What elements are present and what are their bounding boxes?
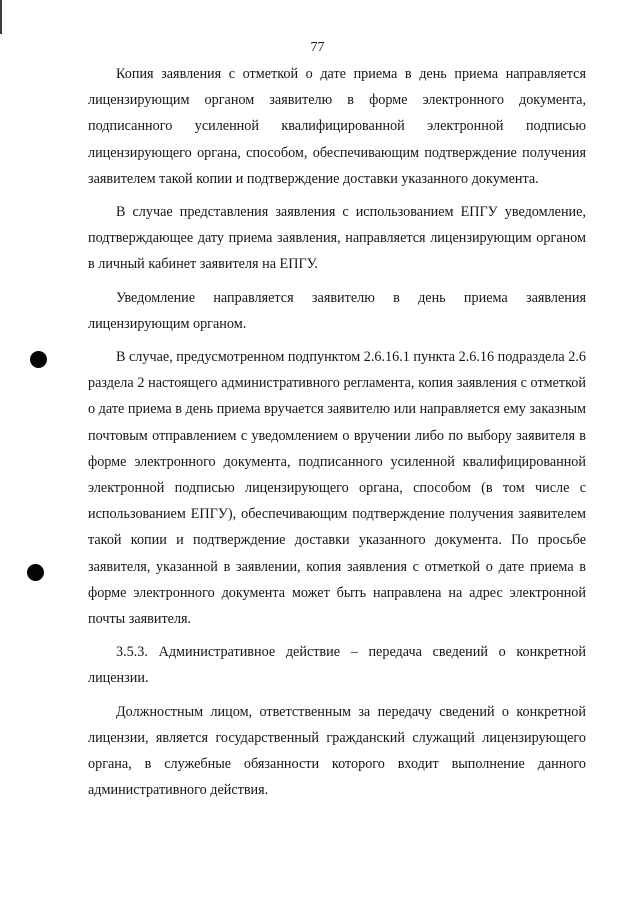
paragraph-epgu-notification: В случае представления заявления с использованием ЕПГУ уведомление, подтверждающее дату приема заявления, направляется лицензирующим органом в личный кабинет заявителя на ЕПГУ. <box>88 204 586 273</box>
paragraph-subclause-case: В случае, предусмотренном подпунктом 2.6.16.1 пункта 2.6.16 подраздела 2.6 раздела 2 настоящего административного регламента, копия заявления с отметкой о дате приема в день приема вручается заявителю или направляется ему заказным почтовым отправлением с уведомлением о вручении либо по выбору заявителя в форме электронного документа, подписанного усиленной квалифицированной электронной подписью лицензирующего органа, способом (в том числе с использованием ЕПГУ), обеспечивающим подтверждение получения заявителем такой копии и подтверждение доставки указанного документа. По просьбе заявителя, указанной в заявлении, копия заявления с отметкой о дате приема в форме электронного документа может быть направлена на адрес электронной почты заявителя. <box>88 349 587 628</box>
paragraph-responsible-official: Должностным лицом, ответственным за передачу сведений о конкретной лицензии, является государственный гражданский служащий лицензирующего органа, в служебные обязанности которого входит выполнение данного административного действия. <box>88 703 586 799</box>
punch-hole-top <box>30 351 47 368</box>
paragraph-admin-action-heading: 3.5.3. Административное действие – передача сведений о конкретной лицензии. <box>88 644 586 687</box>
page-number: 77 <box>310 40 325 55</box>
paragraph-copy-of-application: Копия заявления с отметкой о дате приема в день приема направляется лицензирующим органом заявителю в форме электронного документа, подписанного усиленной квалифицированной электронной подписью лицензирующего органа, способом, обеспечивающим подтверждение получения заявителем такой копии и подтверждение доставки указанного документа. <box>88 66 586 187</box>
scan-edge-mark <box>0 0 2 34</box>
paragraph-notification-day: Уведомление направляется заявителю в день приема заявления лицензирующим органом. <box>88 289 586 332</box>
document-body <box>88 61 586 810</box>
punch-hole-bottom <box>27 564 44 581</box>
